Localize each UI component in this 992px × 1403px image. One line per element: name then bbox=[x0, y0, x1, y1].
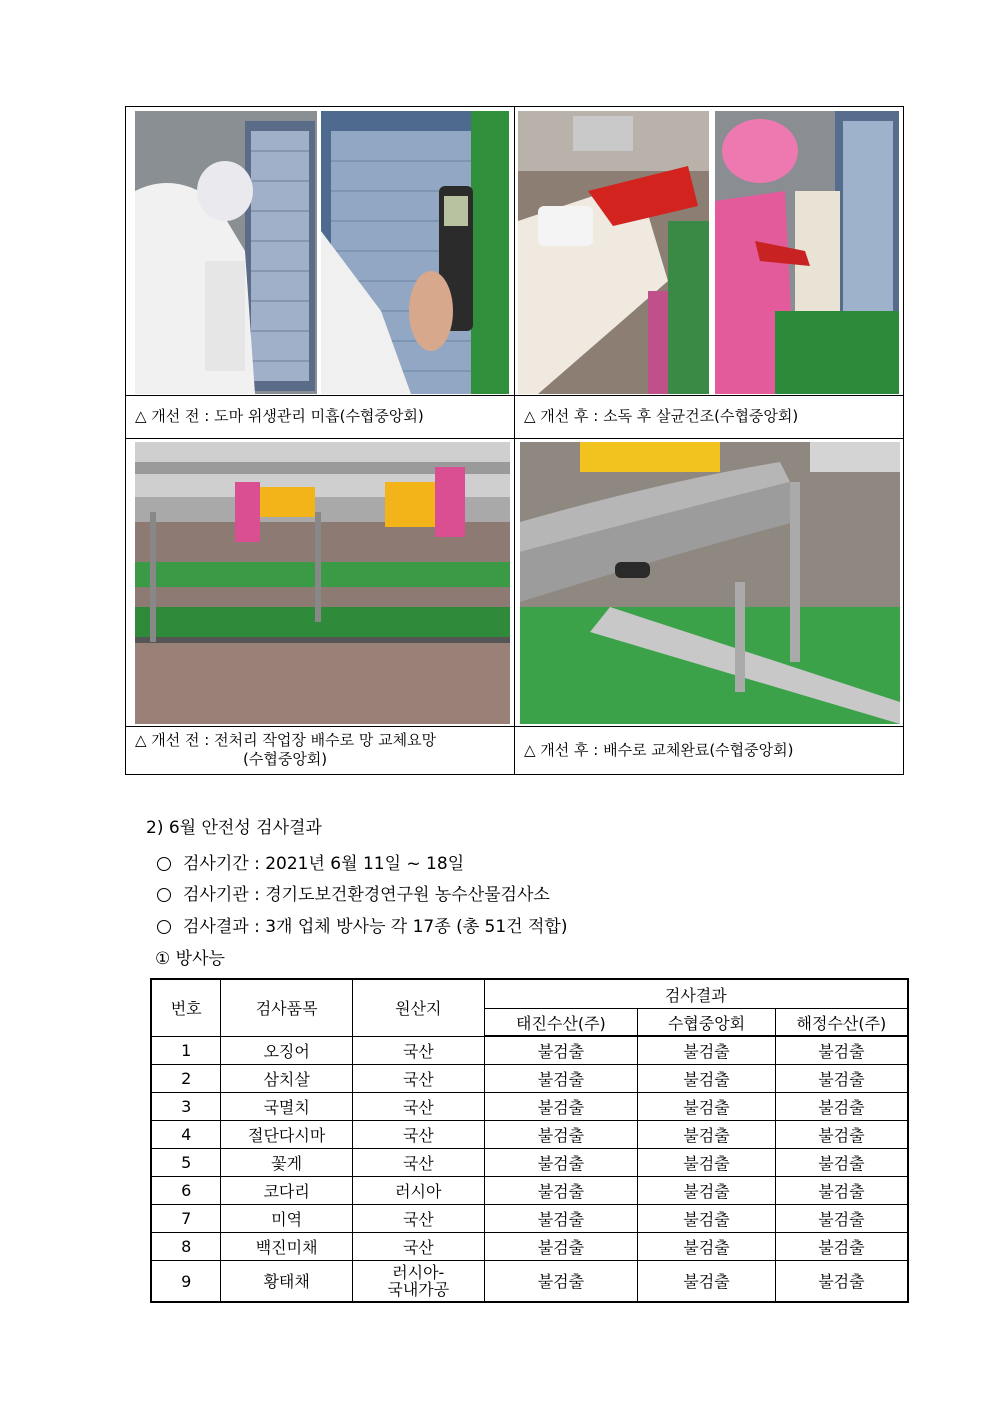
cell-item: 절단다시마 bbox=[221, 1121, 353, 1149]
bullet-institution-text: 검사기관 : 경기도보건환경연구원 농수산물검사소 bbox=[183, 885, 550, 905]
bullet-institution bbox=[157, 880, 550, 905]
cell-result-2: 불검출 bbox=[638, 1149, 776, 1177]
cell-item: 백진미채 bbox=[221, 1233, 353, 1261]
cell-result-2: 불검출 bbox=[638, 1205, 776, 1233]
photo-after-sanitizing-2 bbox=[715, 111, 899, 394]
cell-origin: 국산 bbox=[352, 1121, 484, 1149]
cell-no: 6 bbox=[151, 1177, 221, 1205]
table-row bbox=[151, 1121, 908, 1149]
cell-result-1: 불검출 bbox=[484, 1149, 638, 1177]
cell-origin: 국산 bbox=[352, 1036, 484, 1065]
cell-result-3: 불검출 bbox=[775, 1149, 908, 1177]
cell-no: 4 bbox=[151, 1121, 221, 1149]
bullet-result bbox=[157, 912, 567, 937]
caption-before-drain bbox=[135, 731, 510, 769]
header-result: 검사결과 bbox=[484, 979, 908, 1009]
cell-result-1: 불검출 bbox=[484, 1093, 638, 1121]
cell-result-2: 불검출 bbox=[638, 1177, 776, 1205]
cell-result-3: 불검출 bbox=[775, 1036, 908, 1065]
cell-no: 1 bbox=[151, 1036, 221, 1065]
photo-after-sanitizing-1 bbox=[518, 111, 709, 394]
cell-result-1: 불검출 bbox=[484, 1065, 638, 1093]
cell-origin: 국산 bbox=[352, 1149, 484, 1177]
photo-after-drain bbox=[520, 442, 900, 724]
header-company-3: 해정수산(주) bbox=[775, 1009, 908, 1037]
bullet-result-text: 검사결과 : 3개 업체 방사능 각 17종 (총 51건 적합) bbox=[183, 917, 568, 937]
cell-result-1: 불검출 bbox=[484, 1261, 638, 1303]
cell-result-3: 불검출 bbox=[775, 1121, 908, 1149]
table-row bbox=[151, 1261, 908, 1303]
header-no: 번호 bbox=[151, 979, 221, 1036]
circle-bullet-icon bbox=[157, 920, 171, 934]
table-row bbox=[151, 1233, 908, 1261]
section-title: 2) 6월 안전성 검사결과 bbox=[146, 818, 322, 838]
table-row bbox=[151, 1177, 908, 1205]
cell-item: 삼치살 bbox=[221, 1065, 353, 1093]
cell-no: 7 bbox=[151, 1205, 221, 1233]
cell-result-1: 불검출 bbox=[484, 1233, 638, 1261]
cell-result-2: 불검출 bbox=[638, 1065, 776, 1093]
cell-result-1: 불검출 bbox=[484, 1205, 638, 1233]
cell-item: 황태채 bbox=[221, 1261, 353, 1303]
cell-origin: 국산 bbox=[352, 1093, 484, 1121]
cell-no: 2 bbox=[151, 1065, 221, 1093]
cell-result-3: 불검출 bbox=[775, 1177, 908, 1205]
cell-result-1: 불검출 bbox=[484, 1036, 638, 1065]
cell-result-2: 불검출 bbox=[638, 1121, 776, 1149]
photo-before-cutting-board-1 bbox=[135, 111, 317, 394]
photo-before-drain bbox=[135, 442, 510, 724]
cell-origin bbox=[352, 1261, 484, 1303]
cell-result-2: 불검출 bbox=[638, 1233, 776, 1261]
photo-before-cutting-board-2 bbox=[321, 111, 509, 394]
bullet-period-text: 검사기간 : 2021년 6월 11일 ~ 18일 bbox=[183, 854, 465, 874]
cell-origin: 국산 bbox=[352, 1205, 484, 1233]
cell-no: 3 bbox=[151, 1093, 221, 1121]
cell-item: 미역 bbox=[221, 1205, 353, 1233]
cell-no: 8 bbox=[151, 1233, 221, 1261]
cell-result-2: 불검출 bbox=[638, 1261, 776, 1303]
cell-item: 오징어 bbox=[221, 1036, 353, 1065]
photo-comparison-grid bbox=[125, 106, 904, 775]
cell-result-3: 불검출 bbox=[775, 1261, 908, 1303]
caption-before-cutting-board: △ 개선 전 : 도마 위생관리 미흡(수협중앙회) bbox=[135, 407, 424, 425]
header-origin: 원산지 bbox=[352, 979, 484, 1036]
cell-origin: 러시아 bbox=[352, 1177, 484, 1205]
cell-no: 5 bbox=[151, 1149, 221, 1177]
caption-before-drain-line2: (수협중앙회) bbox=[243, 750, 328, 768]
cell-result-2: 불검출 bbox=[638, 1036, 776, 1065]
caption-before-drain-line1: △ 개선 전 : 전처리 작업장 배수로 망 교체요망 bbox=[135, 731, 437, 749]
header-item: 검사품목 bbox=[221, 979, 353, 1036]
cell-result-3: 불검출 bbox=[775, 1093, 908, 1121]
header-company-2: 수협중앙회 bbox=[638, 1009, 776, 1037]
cell-result-2: 불검출 bbox=[638, 1093, 776, 1121]
caption-after-drain: △ 개선 후 : 배수로 교체완료(수협중앙회) bbox=[524, 741, 794, 759]
cell-result-1: 불검출 bbox=[484, 1177, 638, 1205]
cell-result-3: 불검출 bbox=[775, 1065, 908, 1093]
cell-item: 꽃게 bbox=[221, 1149, 353, 1177]
header-company-1: 태진수산(주) bbox=[484, 1009, 638, 1037]
table-row bbox=[151, 1093, 908, 1121]
cell-result-1: 불검출 bbox=[484, 1121, 638, 1149]
bullet-period bbox=[157, 849, 464, 874]
cell-result-3: 불검출 bbox=[775, 1205, 908, 1233]
cell-origin-line2: 국내가공 bbox=[387, 1280, 450, 1299]
table-row bbox=[151, 1065, 908, 1093]
cell-origin: 국산 bbox=[352, 1065, 484, 1093]
circle-bullet-icon bbox=[157, 857, 171, 871]
cell-origin-line1: 러시아- bbox=[392, 1263, 445, 1282]
cell-origin: 국산 bbox=[352, 1233, 484, 1261]
subsection-title: ① 방사능 bbox=[155, 949, 225, 969]
table-row bbox=[151, 1149, 908, 1177]
cell-item: 국멸치 bbox=[221, 1093, 353, 1121]
table-row bbox=[151, 1205, 908, 1233]
caption-after-sanitizing: △ 개선 후 : 소독 후 살균건조(수협중앙회) bbox=[524, 407, 799, 425]
radioactivity-results-table bbox=[150, 978, 909, 1303]
circle-bullet-icon bbox=[157, 888, 171, 902]
cell-item: 코다리 bbox=[221, 1177, 353, 1205]
cell-no: 9 bbox=[151, 1261, 221, 1303]
cell-result-3: 불검출 bbox=[775, 1233, 908, 1261]
table-row bbox=[151, 1036, 908, 1065]
